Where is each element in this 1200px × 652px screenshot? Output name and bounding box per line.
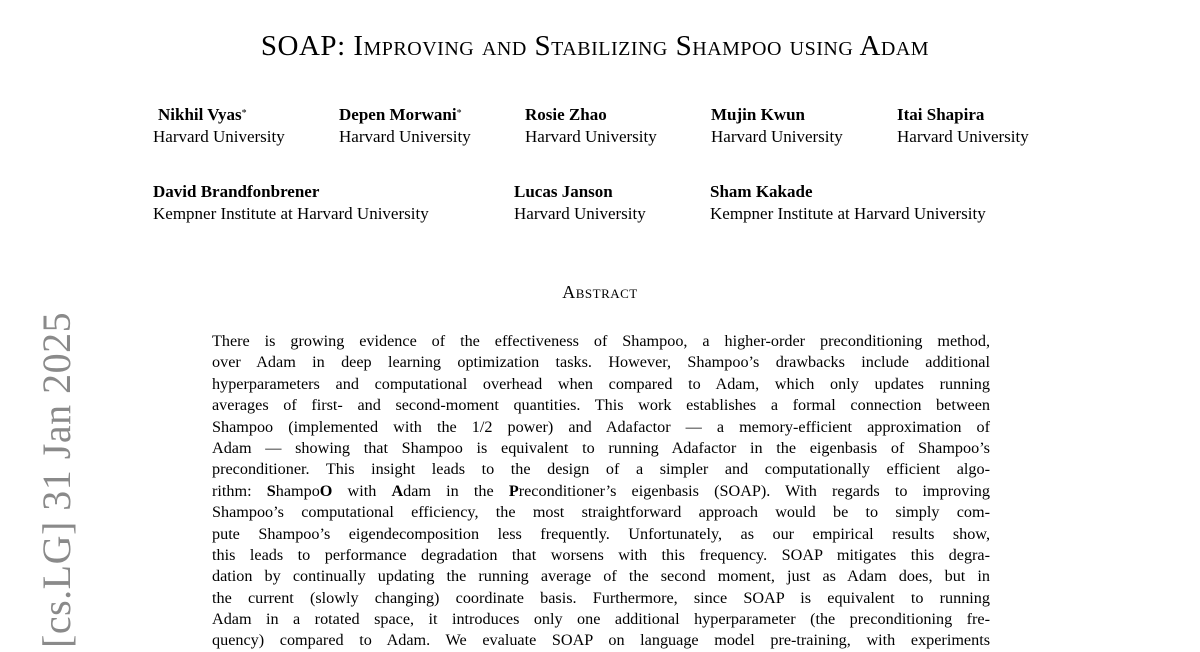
abstract-line: this leads to performance degradation that worsens with this frequency. SOAP mitigates this degra- [212, 545, 990, 564]
paper-title: SOAP: Improving and Stabilizing Shampoo using Adam [260, 30, 930, 62]
author-block [711, 104, 843, 148]
abstract-line: quency) compared to Adam. We evaluate SOAP on language model pre-training, with experiments [212, 631, 990, 650]
abstract-line: Shampoo (implemented with the 1/2 power) and Adafactor — a memory-efficient approximation of [212, 417, 990, 436]
author-affiliation: Harvard University [525, 127, 657, 146]
arxiv-stamp: [cs.LG] 31 Jan 2025 [34, 311, 79, 648]
author-affiliation: Harvard University [897, 127, 1029, 146]
abstract-line: preconditioner. This insight leads to the design of a simpler and computationally efficient algo- [212, 460, 990, 479]
abstract-heading: Abstract [562, 282, 638, 302]
author-block [339, 104, 471, 148]
abstract-line: the current (slowly changing) coordinate basis. Furthermore, since SOAP is equivalent to running [212, 588, 990, 607]
abstract-line: Adam — showing that Shampoo is equivalent to running Adafactor in the eigenbasis of Shampoo’s [212, 438, 990, 457]
author-block [153, 104, 285, 148]
abstract-line: rithm: ShampoO with Adam in the Preconditioner’s eigenbasis (SOAP). With regards to improving [212, 481, 990, 500]
author-affiliation: Kempner Institute at Harvard University [153, 204, 429, 223]
author-block [525, 104, 657, 148]
author-name: Itai Shapira [897, 105, 985, 124]
abstract-line: over Adam in deep learning optimization tasks. However, Shampoo’s drawbacks include additional [212, 353, 990, 372]
author-affiliation: Harvard University [339, 127, 471, 146]
author-block [153, 181, 429, 225]
author-name: David Brandfonbrener [153, 182, 320, 201]
abstract-body [212, 331, 990, 652]
author-affiliation: Harvard University [153, 127, 285, 146]
author-name: Mujin Kwun [711, 105, 805, 124]
author-name: Lucas Janson [514, 182, 613, 201]
author-block [710, 181, 986, 225]
author-affiliation: Harvard University [711, 127, 843, 146]
abstract-line: pute Shampoo’s eigendecomposition less frequently. Unfortunately, as our empirical results show, [212, 524, 990, 543]
abstract-line: hyperparameters and computational overhead when compared to Adam, which only updates running [212, 374, 990, 393]
author-block [897, 104, 1029, 148]
abstract-line: dation by continually updating the running average of the second moment, just as Adam does, but in [212, 567, 990, 586]
author-block [514, 181, 646, 225]
author-name: Depen Morwani* [339, 105, 462, 124]
abstract-line: There is growing evidence of the effectiveness of Shampoo, a higher-order preconditioning method, [212, 332, 990, 350]
abstract-line: Shampoo’s computational efficiency, the most straightforward approach would be to simply com- [212, 503, 990, 522]
author-affiliation: Harvard University [514, 204, 646, 223]
author-name: Nikhil Vyas* [158, 105, 247, 124]
author-name: Sham Kakade [710, 182, 813, 201]
abstract-line: averages of first- and second-moment quantities. This work establishes a formal connection between [212, 396, 990, 415]
author-affiliation: Kempner Institute at Harvard University [710, 204, 986, 223]
abstract-line: Adam in a rotated space, it introduces only one additional hyperparameter (the preconditioning fre- [212, 610, 990, 629]
author-name: Rosie Zhao [525, 105, 607, 124]
